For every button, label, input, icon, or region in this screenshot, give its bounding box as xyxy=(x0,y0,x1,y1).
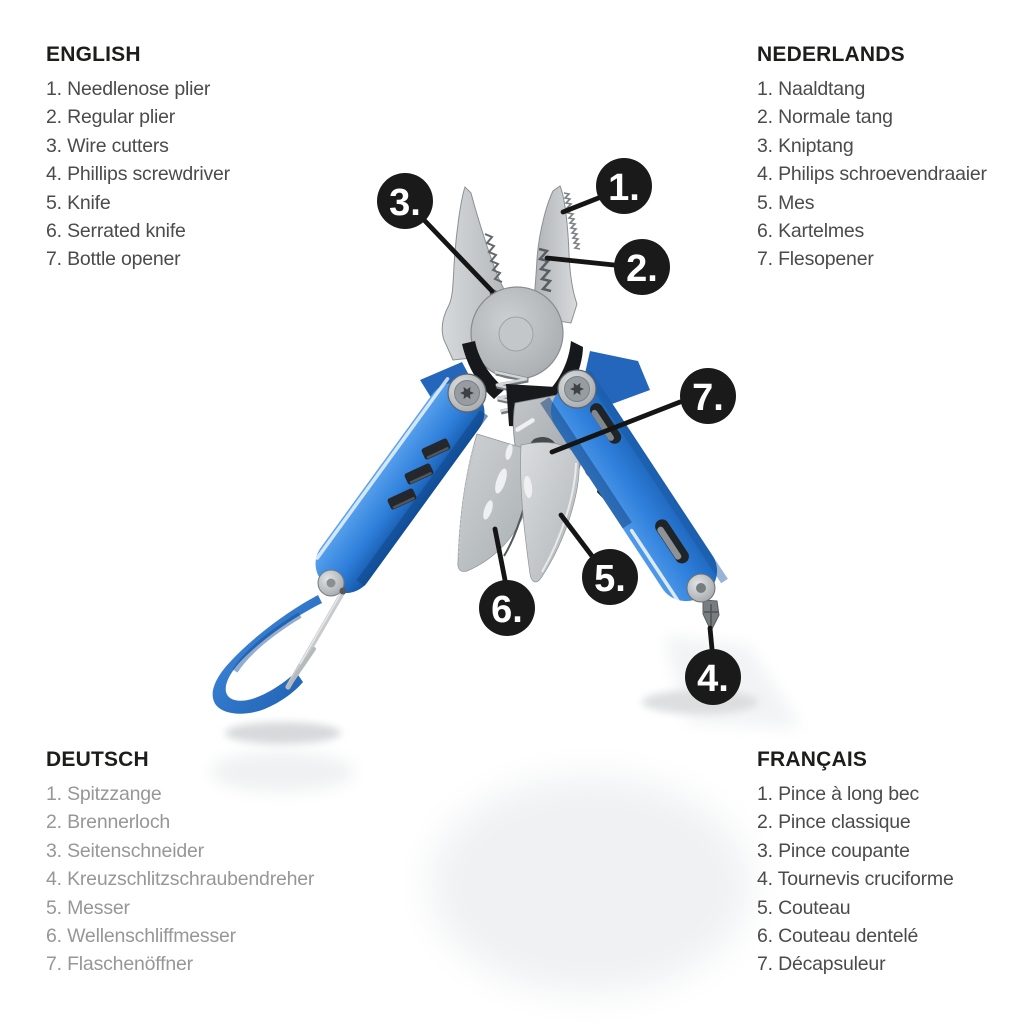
legend-francais xyxy=(757,749,954,979)
callout-label-7: 7. xyxy=(692,377,724,419)
legend-item: 6. Kartelmes xyxy=(757,220,865,243)
callout-label-3: 3. xyxy=(389,182,421,224)
pivot-hub xyxy=(499,317,533,351)
legend-item: 6. Wellenschliffmesser xyxy=(46,925,236,948)
callout-2 xyxy=(614,239,670,295)
legend-item: 7. Flaschenöffner xyxy=(46,953,193,976)
legend-title-deutsch: DEUTSCH xyxy=(46,748,149,771)
callout-label-4: 4. xyxy=(697,658,729,700)
legend-item: 5. Knife xyxy=(46,191,111,214)
legend-item: 6. Serrated knife xyxy=(46,220,186,243)
callout-3 xyxy=(377,173,433,229)
legend-item: 5. Messer xyxy=(46,896,130,919)
callout-7 xyxy=(680,368,736,424)
legend-list-deutsch xyxy=(46,780,314,979)
legend-item: 7. Flesopener xyxy=(757,248,874,271)
torx-screw-left xyxy=(448,374,486,412)
legend-item: 1. Needlenose plier xyxy=(46,78,211,100)
carabiner xyxy=(213,588,347,714)
legend-title-francais: FRANÇAIS xyxy=(757,748,868,771)
legend-deutsch xyxy=(46,749,314,979)
torx-screw-right xyxy=(558,370,596,408)
callout-label-2: 2. xyxy=(626,248,658,290)
legend-item: 4. Phillips screwdriver xyxy=(46,163,230,186)
callout-label-1: 1. xyxy=(608,167,640,209)
legend-title-english: ENGLISH xyxy=(46,43,141,66)
legend-item: 5. Mes xyxy=(757,191,815,214)
legend-item: 1. Naaldtang xyxy=(757,78,866,100)
legend-list-nederlands xyxy=(757,75,987,274)
legend-english xyxy=(46,44,230,274)
leader-4 xyxy=(710,628,712,649)
legend-item: 6. Couteau dentelé xyxy=(757,925,919,948)
callout-label-6: 6. xyxy=(491,589,523,631)
callout-5 xyxy=(582,549,638,605)
legend-nederlands xyxy=(757,44,987,274)
legend-item: 3. Wire cutters xyxy=(46,134,169,157)
legend-item: 2. Brennerloch xyxy=(46,811,171,834)
legend-item: 2. Normale tang xyxy=(757,106,893,129)
legend-item: 4. Philips schroevendraaier xyxy=(757,163,987,186)
legend-item: 1. Spitzzange xyxy=(46,783,162,805)
plain-knife xyxy=(521,443,580,582)
leader-5 xyxy=(561,515,592,556)
callout-6 xyxy=(479,580,535,636)
legend-item: 5. Couteau xyxy=(757,896,851,919)
legend-item: 3. Kniptang xyxy=(757,134,854,157)
legend-item: 7. Décapsuleur xyxy=(757,953,886,976)
legend-title-nederlands: NEDERLANDS xyxy=(757,43,905,66)
legend-list-francais xyxy=(757,780,954,979)
callout-4 xyxy=(685,649,741,705)
legend-item: 4. Tournevis cruciforme xyxy=(757,868,954,891)
legend-item: 2. Regular plier xyxy=(46,106,176,129)
legend-item: 3. Pince coupante xyxy=(757,839,910,862)
legend-list-english xyxy=(46,75,230,274)
legend-item: 7. Bottle opener xyxy=(46,248,181,271)
legend-item: 3. Seitenschneider xyxy=(46,839,204,862)
legend-item: 2. Pince classique xyxy=(757,811,911,834)
legend-item: 1. Pince à long bec xyxy=(757,783,920,805)
rivet-right xyxy=(687,574,715,602)
callout-label-5: 5. xyxy=(594,558,626,600)
legend-item: 4. Kreuzschlitzschraubendreher xyxy=(46,868,315,891)
callout-1 xyxy=(596,158,652,214)
